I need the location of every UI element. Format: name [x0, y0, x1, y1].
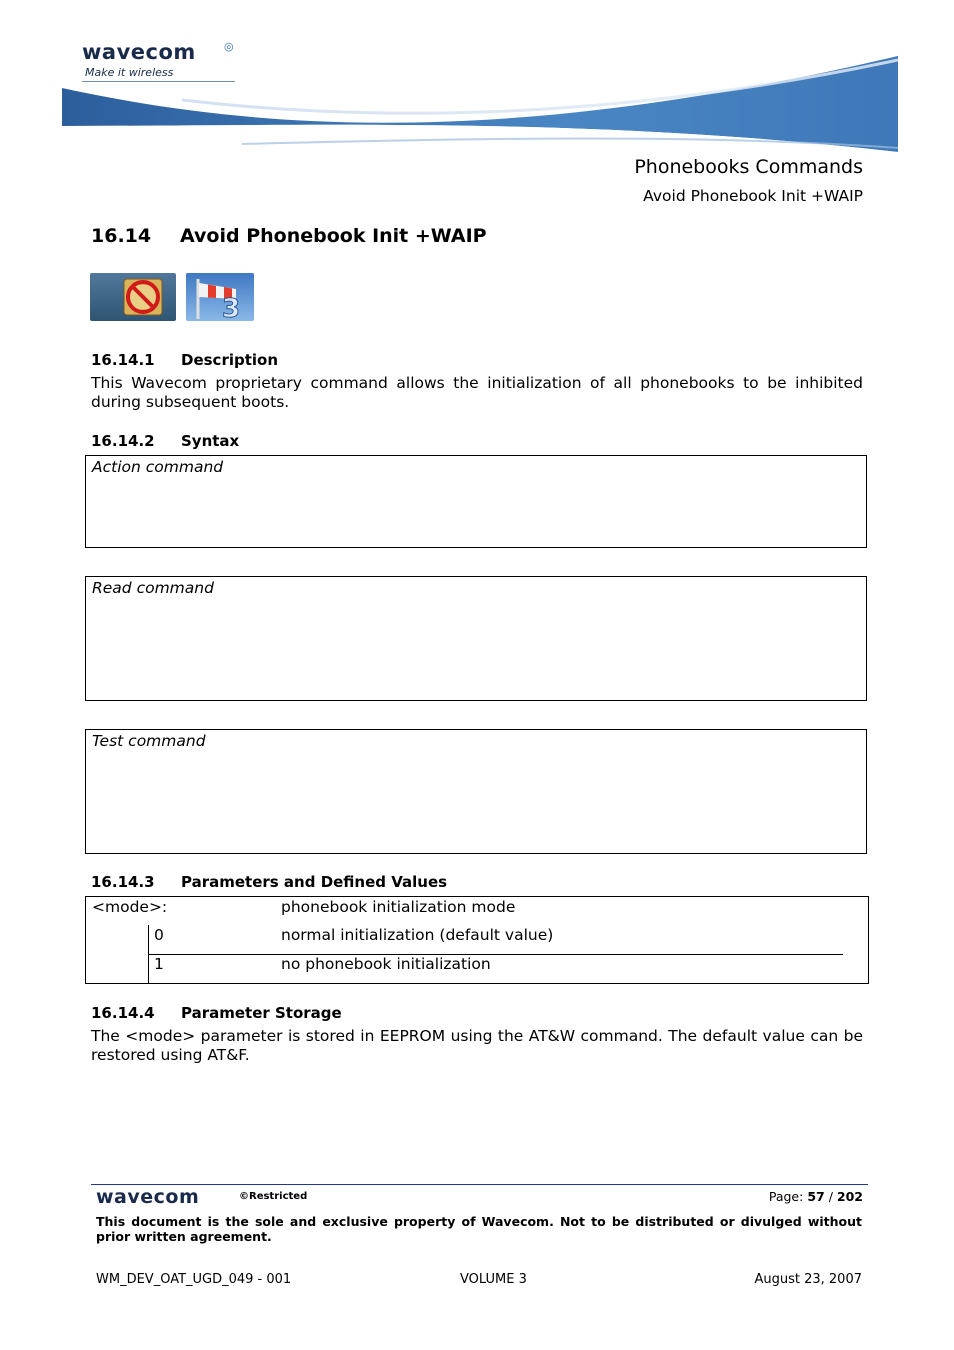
section-title: Avoid Phonebook Init +WAIP — [180, 225, 487, 247]
param-description: phonebook initialization mode — [281, 898, 516, 916]
windsock-priority-3-icon — [186, 273, 254, 321]
action-command-label: Action command — [92, 458, 224, 476]
read-command-label: Read command — [92, 579, 214, 597]
storage-title: Parameter Storage — [181, 1004, 342, 1022]
parameters-heading — [91, 873, 447, 891]
syntax-number: 16.14.2 — [91, 432, 155, 450]
no-sim-pin-icon — [90, 273, 176, 321]
syntax-heading — [91, 432, 239, 450]
page-separator: / — [828, 1189, 833, 1204]
value-row-divider — [148, 954, 843, 955]
storage-heading — [91, 1004, 342, 1022]
test-command-label: Test command — [92, 732, 206, 750]
storage-number: 16.14.4 — [91, 1004, 155, 1022]
param-value-meaning: normal initialization (default value) — [281, 926, 554, 944]
param-value-meaning: no phonebook initialization — [281, 955, 491, 973]
page-number — [769, 1189, 863, 1204]
storage-text: The <mode> parameter is stored in EEPROM using the AT&W command. The default value can be restored using AT&F. — [91, 1027, 863, 1064]
chapter-title: Phonebooks Commands — [634, 156, 863, 178]
page-total: 202 — [836, 1189, 863, 1204]
parameters-table — [85, 896, 869, 984]
svg-text:3: 3 — [222, 294, 241, 321]
section-number: 16.14 — [91, 225, 152, 247]
parameters-number: 16.14.3 — [91, 873, 155, 891]
wavecom-logo: wavecom — [82, 40, 196, 64]
footer-notice: This document is the sole and exclusive property of Wavecom. Not to be distributed or divulged without prior written agreement. — [96, 1214, 862, 1244]
description-title: Description — [181, 351, 279, 369]
doc-id: WM_DEV_OAT_UGD_049 - 001 — [96, 1272, 292, 1287]
description-text: This Wavecom proprietary command allows the initialization of all phonebooks to be inhibited during subsequent boots. — [91, 374, 863, 411]
volume: VOLUME 3 — [460, 1272, 527, 1287]
description-number: 16.14.1 — [91, 351, 155, 369]
section-subtitle: Avoid Phonebook Init +WAIP — [643, 187, 863, 205]
page-current: 57 — [807, 1189, 825, 1204]
parameters-title: Parameters and Defined Values — [181, 873, 448, 891]
footer-restricted: ©Restricted — [239, 1191, 308, 1202]
header-wave-banner — [62, 56, 898, 152]
doc-date: August 23, 2007 — [754, 1272, 862, 1287]
description-heading — [91, 351, 278, 369]
page-label: Page: — [768, 1189, 804, 1204]
test-command-box — [85, 729, 867, 854]
action-command-box — [85, 455, 867, 548]
read-command-box — [85, 576, 867, 701]
footer-rule — [91, 1184, 868, 1185]
syntax-title: Syntax — [181, 432, 240, 450]
logo-tagline: Make it wireless — [85, 66, 174, 79]
param-value: 1 — [154, 955, 164, 973]
param-name: <mode>: — [92, 898, 168, 916]
footer-wavecom-logo: wavecom — [96, 1186, 200, 1208]
logo-swirl-icon: ◎ — [224, 40, 234, 53]
section-heading — [91, 225, 487, 247]
param-value: 0 — [154, 926, 164, 944]
